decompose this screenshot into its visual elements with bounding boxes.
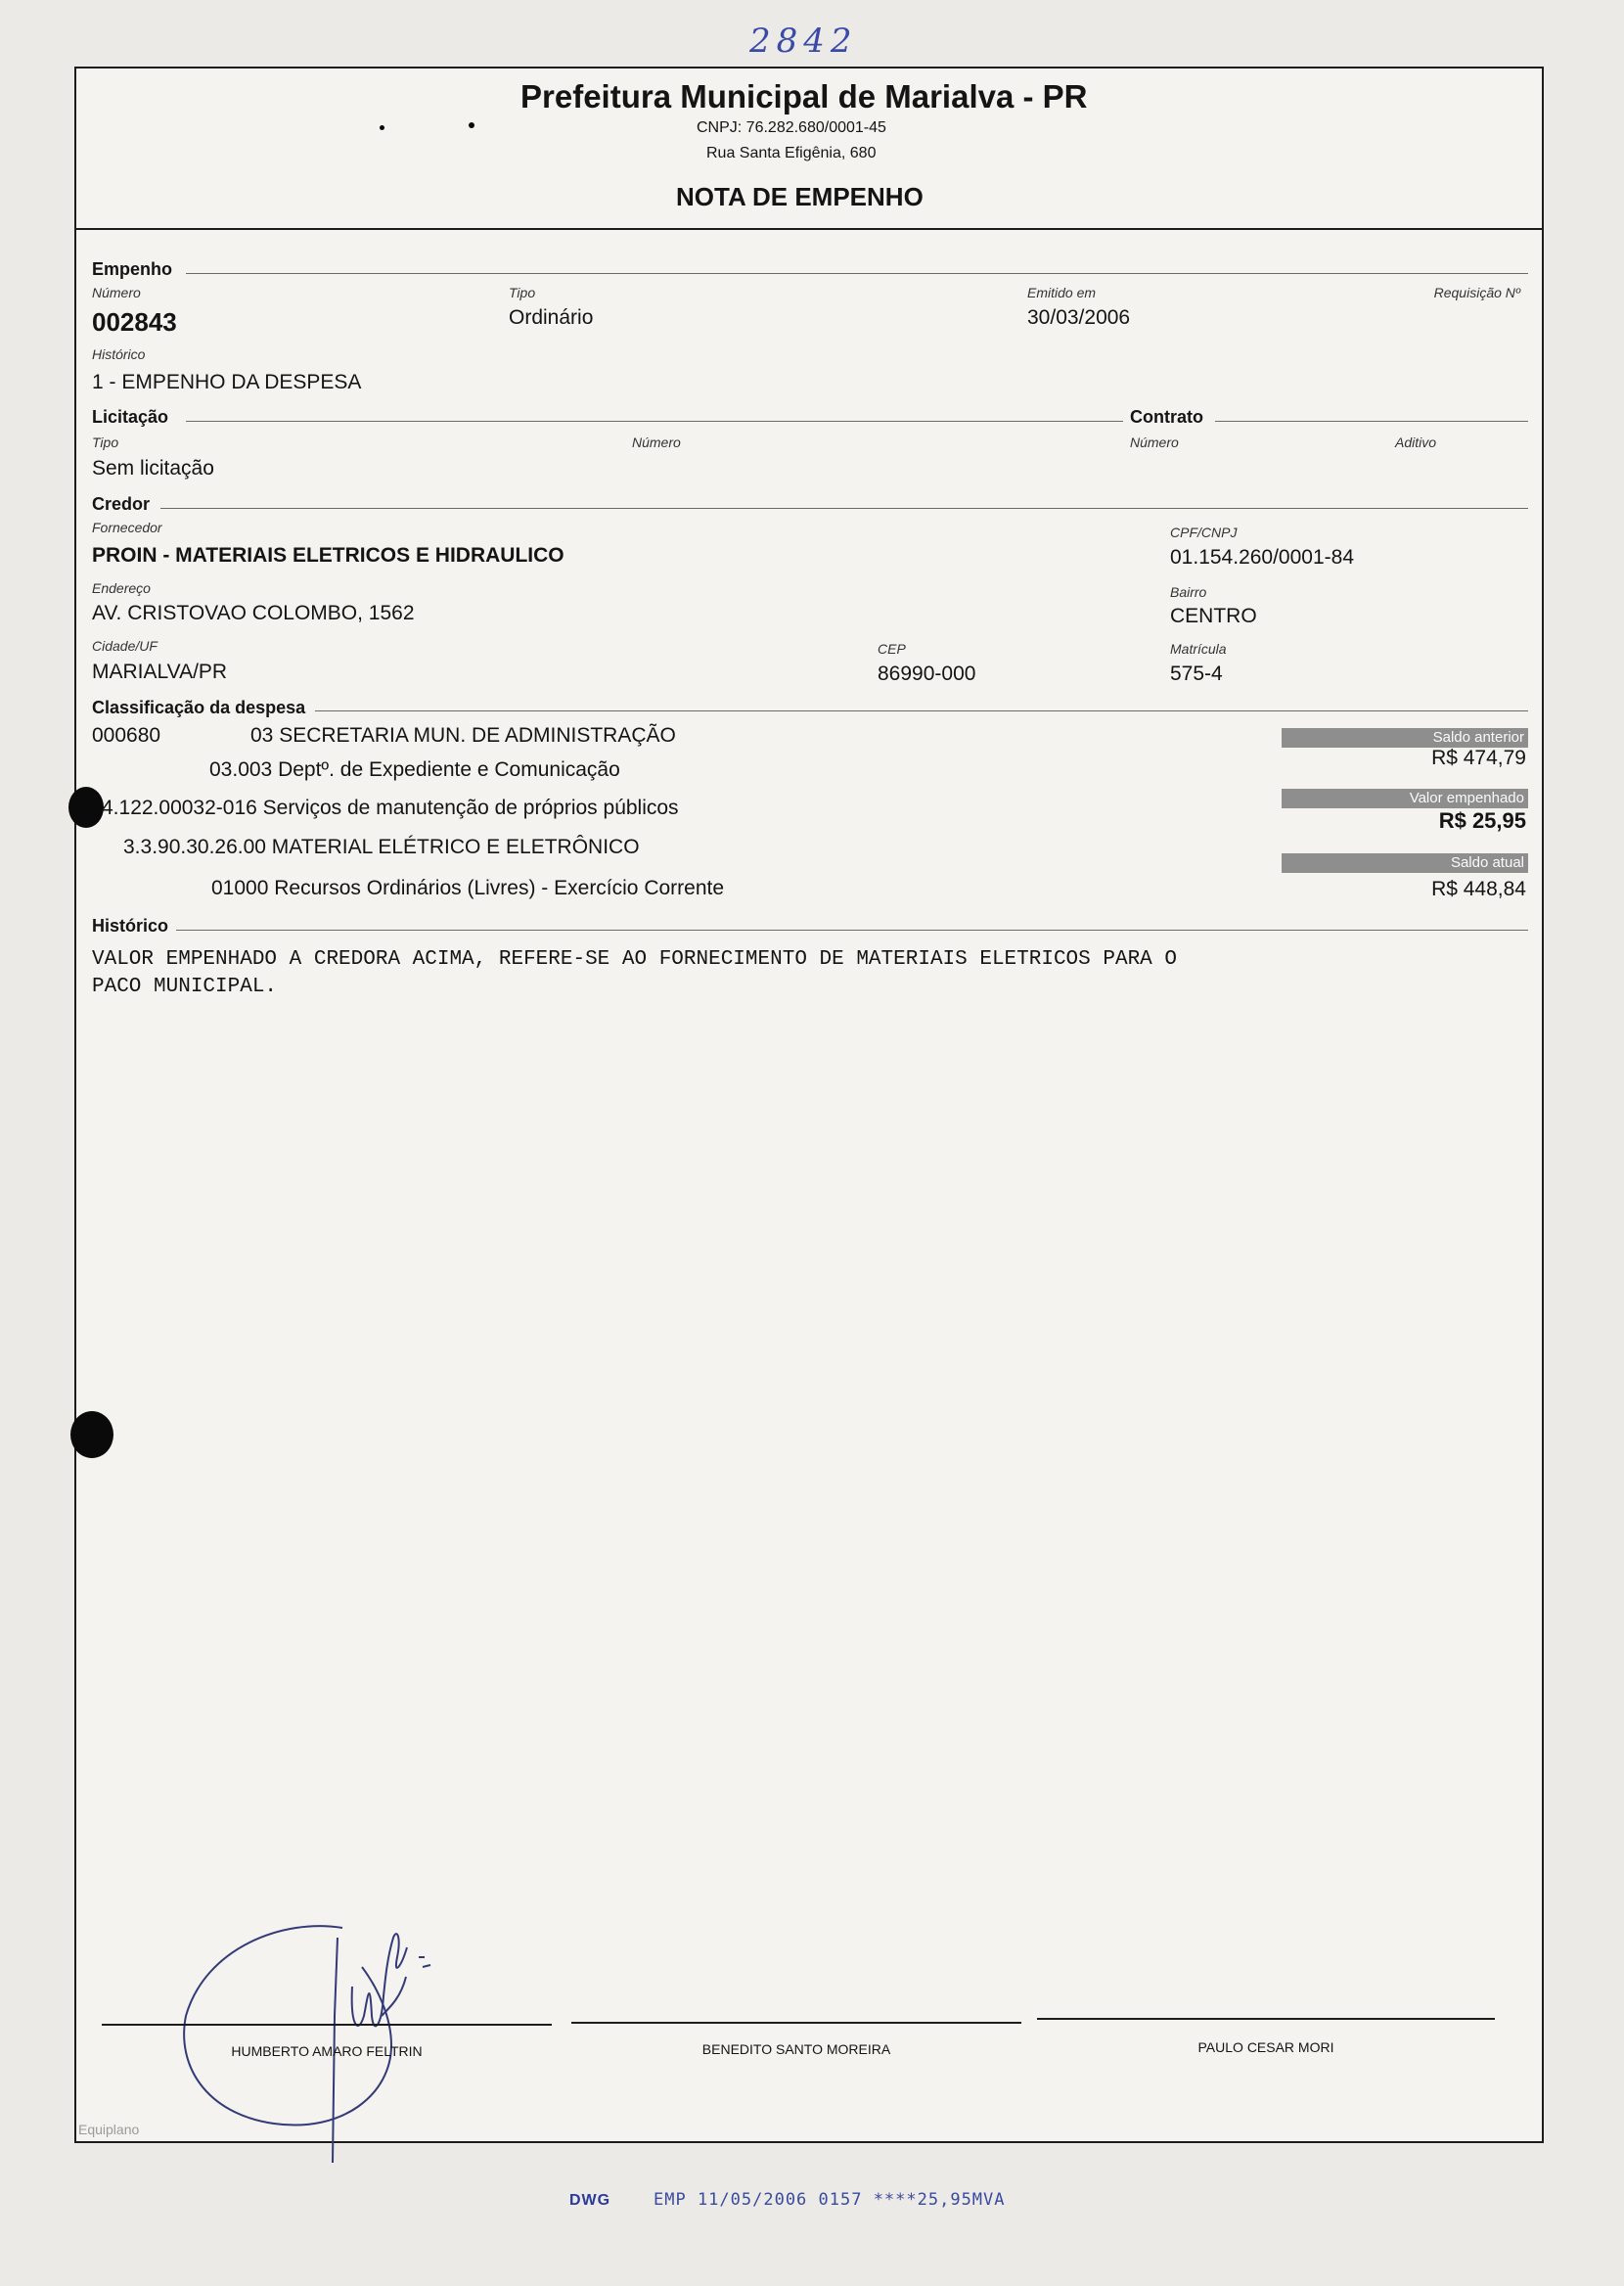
classificacao-unidade: 03.003 Deptº. de Expediente e Comunicação [209,758,620,781]
valor-empenhado-label: Valor empenhado [1282,789,1528,808]
signature-line-2 [571,2022,1021,2024]
matricula-value: 575-4 [1170,663,1223,685]
cpf-value: 01.154.260/0001-84 [1170,546,1355,569]
licitacao-tipo-label: Tipo [92,434,119,450]
classificacao-code: 000680 [92,724,161,747]
section-historico: Histórico [92,916,169,936]
signature-name-3: PAULO CESAR MORI [1197,2039,1334,2055]
bairro-label: Bairro [1170,584,1207,600]
section-rule [160,508,1528,509]
signature-name-2: BENEDITO SANTO MOREIRA [701,2041,891,2057]
bairro-value: CENTRO [1170,605,1257,627]
software-footer: Equiplano [78,2122,140,2137]
fornecedor-label: Fornecedor [92,520,162,535]
saldo-atual-value: R$ 448,84 [1431,878,1526,900]
signature-name-1: HUMBERTO AMARO FELTRIN [231,2043,423,2059]
punch-hole [68,787,104,828]
handwritten-page-number: 2842 [749,22,858,61]
licitacao-numero-label: Número [632,434,681,450]
emitido-label: Emitido em [1027,285,1097,300]
speck [380,125,384,130]
bank-stamp: EMP 11/05/2006 0157 ****25,95MVA [654,2190,1006,2210]
endereco-value: AV. CRISTOVAO COLOMBO, 1562 [92,602,415,624]
empenho-tipo: Ordinário [509,306,594,329]
section-contrato: Contrato [1130,407,1203,427]
municipality-cnpj: CNPJ: 76.282.680/0001-45 [697,119,886,136]
cidade-value: MARIALVA/PR [92,661,228,683]
historico-line-2: PACO MUNICIPAL. [92,976,278,998]
cep-value: 86990-000 [878,663,976,685]
empenho-historico: 1 - EMPENHO DA DESPESA [92,371,362,393]
historico-label: Histórico [92,346,146,362]
municipality-title: Prefeitura Municipal de Marialva - PR [520,78,1088,114]
numero-label: Número [92,285,141,300]
speck [469,122,474,128]
signature-line-1 [102,2024,552,2026]
header-divider [74,228,1542,230]
cpf-label: CPF/CNPJ [1170,525,1238,540]
requisicao-label: Requisição Nº [1433,285,1520,300]
tipo-label: Tipo [509,285,536,300]
contrato-numero-label: Número [1130,434,1179,450]
punch-hole [70,1411,113,1458]
classificacao-recurso: 01000 Recursos Ordinários (Livres) - Exercício Corrente [211,877,725,899]
cidade-label: Cidade/UF [92,638,158,654]
classificacao-funcional: 4.122.00032-016 Serviços de manutenção de próprios públicos [102,797,679,819]
classificacao-natureza: 3.3.90.30.26.00 MATERIAL ELÉTRICO E ELETRÔNICO [123,836,640,858]
emitido-date: 30/03/2006 [1027,306,1131,329]
section-empenho: Empenho [92,259,173,279]
saldo-anterior-value: R$ 474,79 [1431,747,1526,769]
signature-line-3 [1037,2018,1495,2020]
fornecedor-name: PROIN - MATERIAIS ELETRICOS E HIDRAULICO [92,544,564,567]
section-classificacao: Classificação da despesa [92,698,306,717]
cep-label: CEP [878,641,906,657]
handwritten-signature [166,1869,499,2172]
empenho-number: 002843 [92,307,177,337]
municipality-address: Rua Santa Efigênia, 680 [706,145,877,161]
endereco-label: Endereço [92,580,151,596]
section-credor: Credor [92,494,151,514]
classificacao-orgao: 03 SECRETARIA MUN. DE ADMINISTRAÇÃO [250,724,676,747]
document-title: NOTA DE EMPENHO [676,182,924,211]
section-rule [1215,421,1528,422]
contrato-aditivo-label: Aditivo [1395,434,1437,450]
historico-line-1: VALOR EMPENHADO A CREDORA ACIMA, REFERE-SE AO FORNECIMENTO DE MATERIAIS ELETRICOS PARA O [92,948,1177,971]
saldo-atual-label: Saldo atual [1282,853,1528,873]
stamp-logo: DWG [569,2192,611,2209]
section-rule [176,930,1528,931]
section-rule [186,421,1123,422]
section-rule [315,710,1528,711]
saldo-anterior-label: Saldo anterior [1282,728,1528,748]
licitacao-tipo: Sem licitação [92,457,214,480]
section-licitacao: Licitação [92,407,169,427]
section-rule [186,273,1528,274]
valor-empenhado-value: R$ 25,95 [1438,808,1526,833]
matricula-label: Matrícula [1170,641,1227,657]
